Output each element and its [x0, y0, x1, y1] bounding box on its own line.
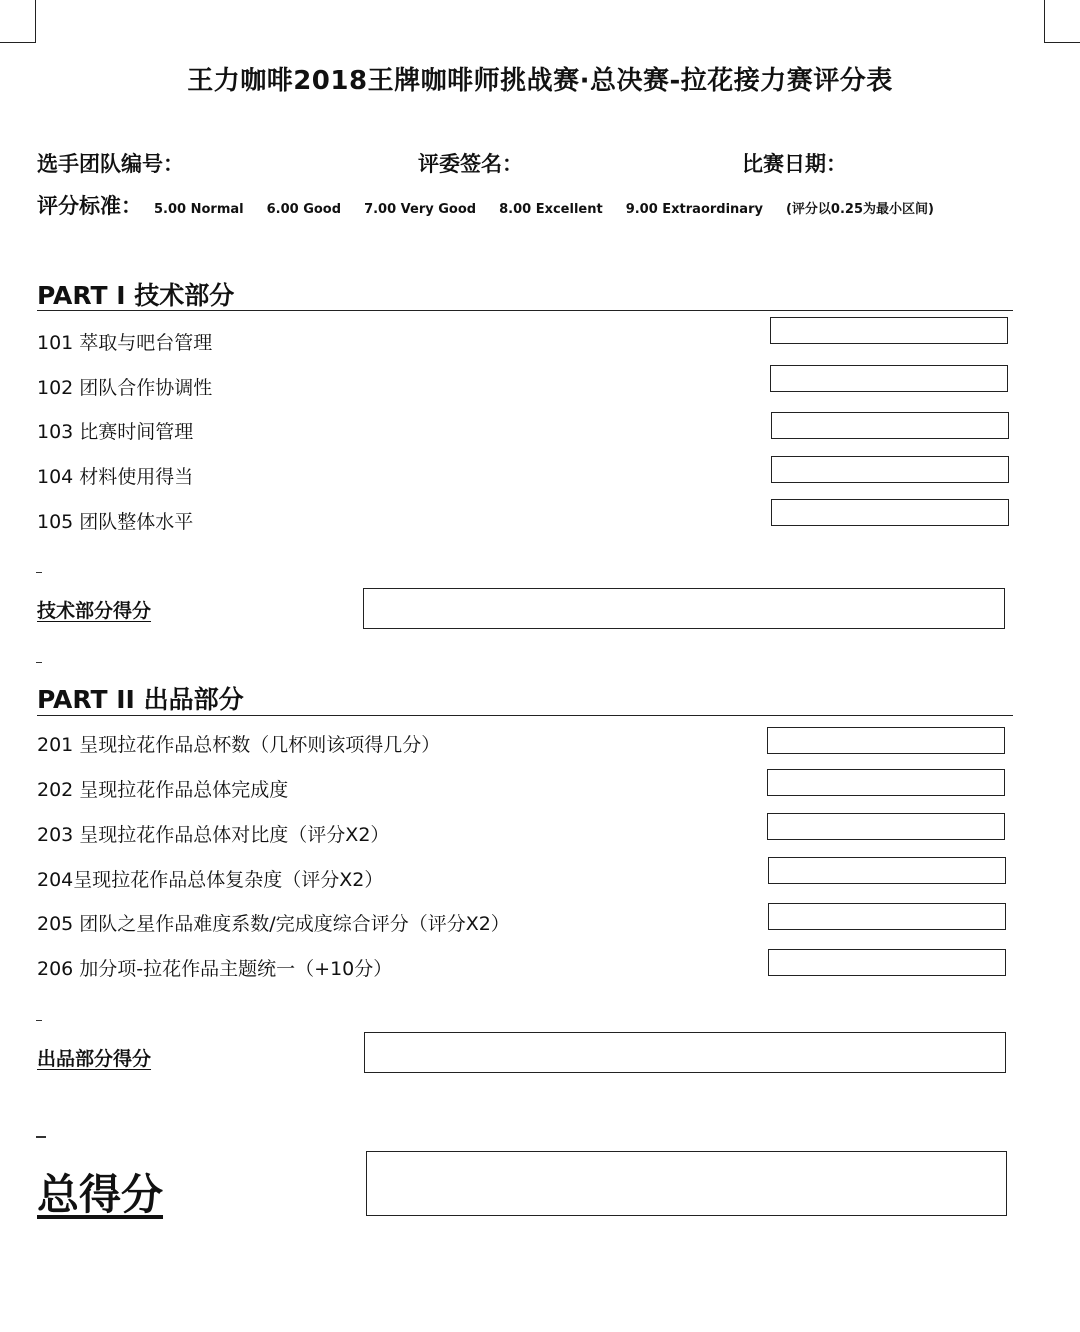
part1-subtotal-label: 技术部分得分 — [37, 600, 152, 622]
item-101: 101 萃取与吧台管理 — [37, 332, 213, 354]
separator-dash — [36, 572, 42, 573]
score-box-203[interactable] — [767, 813, 1005, 840]
scoring-scale — [37, 190, 934, 220]
separator-dash — [36, 1020, 42, 1021]
item-103: 103 比赛时间管理 — [37, 421, 194, 443]
total-score-box[interactable] — [366, 1151, 1007, 1216]
score-box-201[interactable] — [767, 727, 1005, 754]
score-box-206[interactable] — [768, 949, 1006, 976]
scale-note: (评分以0.25为最小区间) — [785, 202, 934, 217]
item-102: 102 团队合作协调性 — [37, 377, 213, 399]
judge-signature-label: 评委签名： — [418, 152, 523, 176]
scale-level-very-good: 7.00 Very Good — [364, 202, 477, 217]
scale-level-extraordinary: 9.00 Extraordinary — [625, 202, 763, 217]
date-label: 比赛日期： — [742, 152, 847, 176]
part1-divider — [37, 310, 1013, 311]
score-box-202[interactable] — [767, 769, 1005, 796]
part2-title: PART II 出品部分 — [37, 685, 244, 714]
score-box-102[interactable] — [770, 365, 1008, 392]
crop-mark-top-left — [0, 0, 36, 43]
item-201: 201 呈现拉花作品总杯数（几杯则该项得几分） — [37, 734, 441, 756]
score-box-105[interactable] — [771, 499, 1009, 526]
part1-subtotal-box[interactable] — [363, 588, 1005, 629]
scale-level-good: 6.00 Good — [266, 202, 342, 217]
separator-dash — [36, 1136, 46, 1138]
item-104: 104 材料使用得当 — [37, 466, 194, 488]
item-203: 203 呈现拉花作品总体对比度（评分X2） — [37, 824, 390, 846]
scoring-scale-label: 评分标准： — [37, 194, 142, 218]
crop-mark-top-right — [1044, 0, 1080, 43]
scale-level-normal: 5.00 Normal — [154, 202, 244, 217]
item-105: 105 团队整体水平 — [37, 511, 194, 533]
score-box-205[interactable] — [768, 903, 1006, 930]
scale-level-excellent: 8.00 Excellent — [499, 202, 603, 217]
score-box-103[interactable] — [771, 412, 1009, 439]
total-score-label: 总得分 — [37, 1170, 164, 1219]
part1-title: PART I 技术部分 — [37, 281, 235, 310]
form-title: 王力咖啡2018王牌咖啡师挑战赛·总决赛-拉花接力赛评分表 — [187, 66, 893, 96]
team-number-label: 选手团队编号： — [37, 152, 184, 176]
part2-subtotal-label: 出品部分得分 — [37, 1048, 152, 1070]
item-202: 202 呈现拉花作品总体完成度 — [37, 779, 289, 801]
item-205: 205 团队之星作品难度系数/完成度综合评分（评分X2） — [37, 913, 510, 935]
score-box-101[interactable] — [770, 317, 1008, 344]
score-box-104[interactable] — [771, 456, 1009, 483]
item-204: 204呈现拉花作品总体复杂度（评分X2） — [37, 869, 384, 891]
item-206: 206 加分项-拉花作品主题统一（+10分） — [37, 958, 393, 980]
separator-dash — [36, 662, 42, 663]
score-box-204[interactable] — [768, 857, 1006, 884]
part2-subtotal-box[interactable] — [364, 1032, 1006, 1073]
part2-divider — [37, 715, 1013, 716]
